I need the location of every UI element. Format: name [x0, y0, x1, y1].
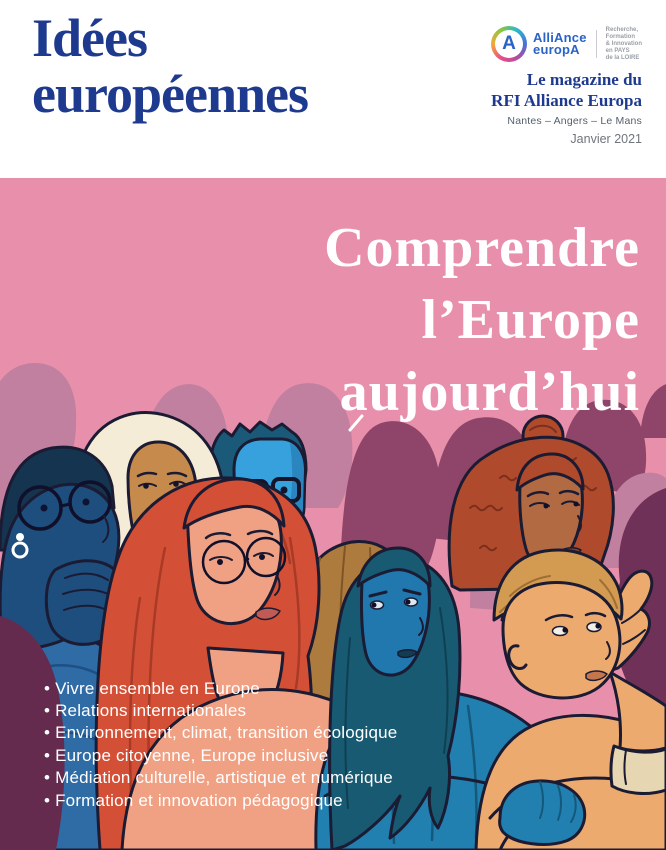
cover-title	[324, 212, 640, 428]
topic-item: • Environnement, climat, transition écologique	[44, 722, 397, 744]
cover-header	[0, 0, 666, 178]
logo-wordmark: AlliAnce europA	[533, 30, 587, 57]
publisher-cities: Nantes – Angers – Le Mans	[507, 115, 642, 127]
topic-item: • Relations internationales	[44, 700, 397, 722]
topic-item: • Formation et innovation pédagogique	[44, 790, 397, 812]
topic-item: • Médiation culturelle, artistique et numérique	[44, 767, 397, 789]
issue-date: Janvier 2021	[570, 132, 642, 146]
topics-list	[44, 678, 397, 812]
cover-title-line-3: aujourd’hui	[339, 361, 640, 423]
masthead-title	[32, 10, 308, 122]
alliance-europa-ring-icon	[491, 26, 527, 62]
logo-monogram: A	[495, 30, 523, 58]
alliance-europa-logo	[491, 26, 642, 62]
topic-item: • Europe citoyenne, Europe inclusive	[44, 745, 397, 767]
logo-divider	[596, 30, 597, 58]
cover-title-line-2: l’Europe	[421, 289, 640, 351]
cover-title-line-1: Comprendre	[324, 217, 640, 279]
cover-main	[0, 178, 666, 850]
topic-item: • Vivre ensemble en Europe	[44, 678, 397, 700]
clasped-hand	[500, 781, 585, 845]
magazine-subtitle: Le magazine du RFI Alliance Europa	[491, 70, 642, 110]
publisher-block	[452, 26, 642, 146]
logo-tagline: Recherche, Formation & Innovation en PAYS de la LOIRE	[605, 26, 642, 61]
masthead-line-2: européennes	[32, 64, 309, 124]
masthead-line-1: Idées	[32, 8, 147, 68]
